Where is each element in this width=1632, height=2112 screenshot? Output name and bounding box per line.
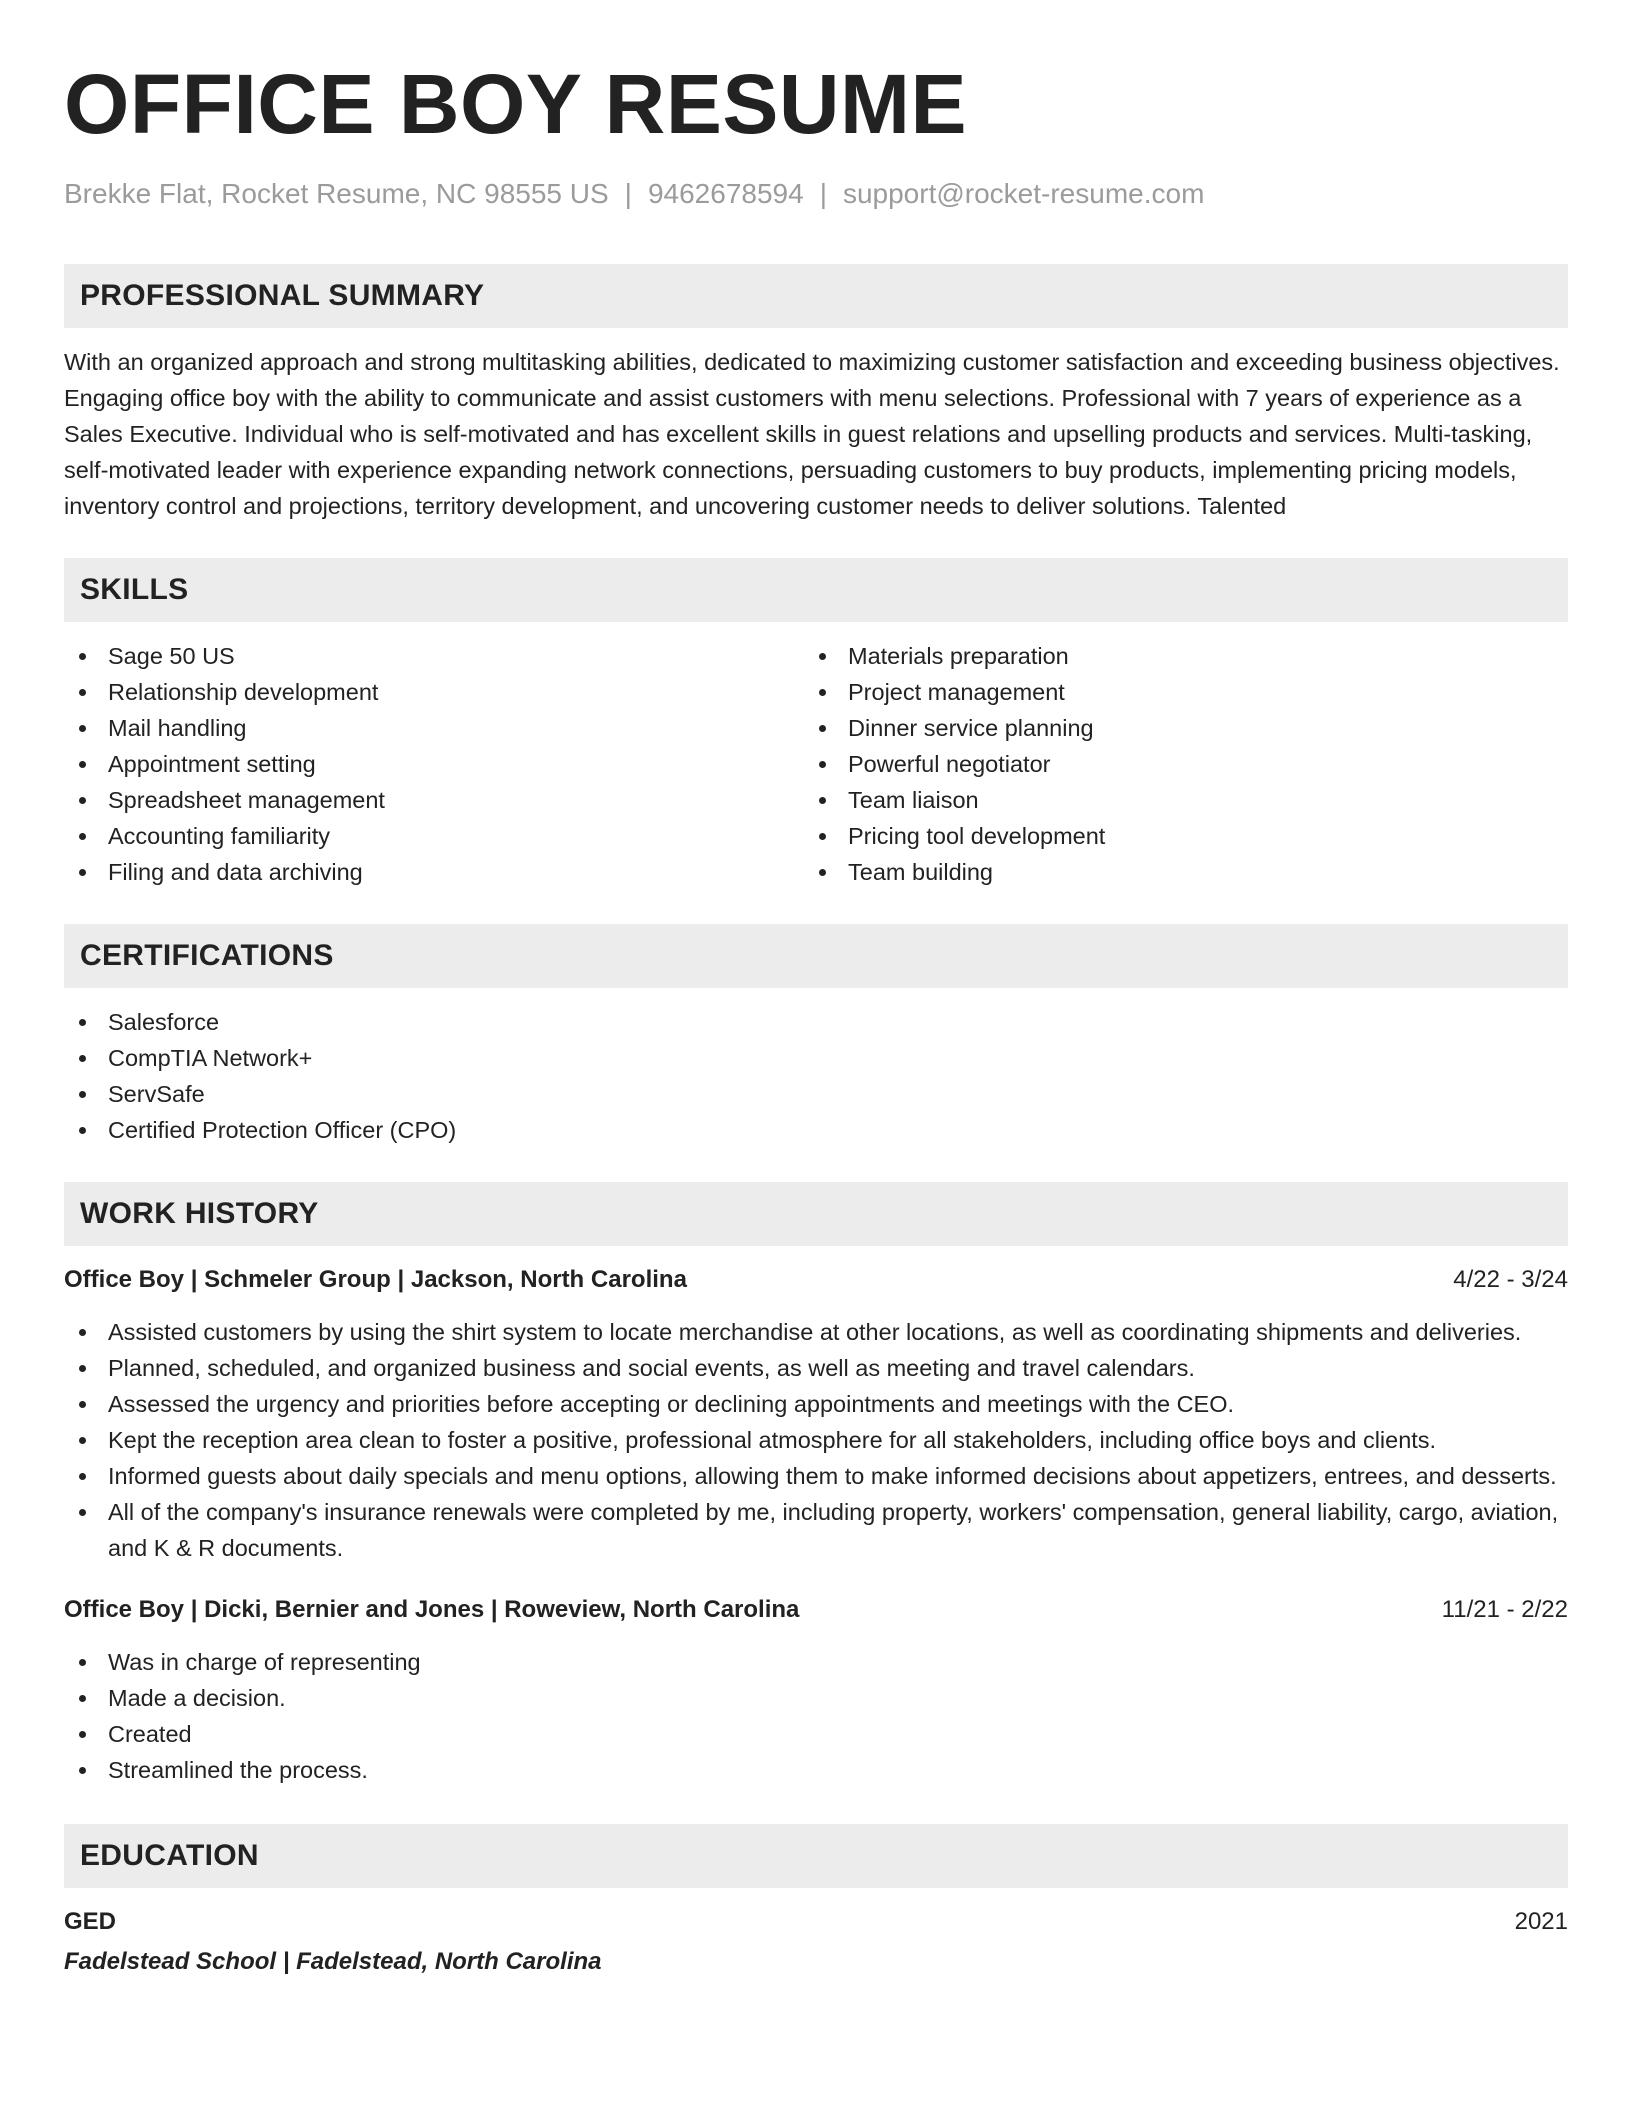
job-dates: 4/22 - 3/24 [1453,1266,1568,1293]
section-header-certifications: CERTIFICATIONS [64,924,1568,988]
contact-phone: 9462678594 [647,178,804,209]
job-header [64,1592,1568,1628]
job-bullet-list [64,1314,1568,1566]
skills-column-right [804,638,1544,890]
job-header [64,1262,1568,1298]
job-bullet: Planned, scheduled, and organized business and social events, as well as meeting and travel calendars. [64,1350,1568,1386]
skill-item: Pricing tool development [804,818,1544,854]
section-header-work-history: WORK HISTORY [64,1182,1568,1246]
job-bullet: Created [64,1716,1568,1752]
certification-item: ServSafe [64,1076,1568,1112]
section-header-education: EDUCATION [64,1824,1568,1888]
job-bullet: Was in charge of representing [64,1644,1568,1680]
job-bullet-list [64,1644,1568,1788]
resume-title: OFFICE BOY RESUME [64,57,968,151]
skill-item: Dinner service planning [804,710,1544,746]
job-title: Office Boy | Schmeler Group | Jackson, North Carolina [64,1266,687,1293]
skills-column-left [64,638,804,890]
job-bullet: Kept the reception area clean to foster a positive, professional atmosphere for all stakeholders, including office boys and clients. [64,1422,1568,1458]
skill-item: Appointment setting [64,746,804,782]
job-bullet: Made a decision. [64,1680,1568,1716]
certifications-list [64,1004,1568,1148]
job-bullet: Assessed the urgency and priorities before accepting or declining appointments and meetings with the CEO. [64,1386,1568,1422]
skill-item: Sage 50 US [64,638,804,674]
education-school: Fadelstead School | Fadelstead, North Carolina [64,1948,602,1975]
contact-line [64,176,1568,212]
skill-item: Materials preparation [804,638,1544,674]
skills-list-left [64,638,804,890]
skill-item: Filing and data archiving [64,854,804,890]
skill-item: Spreadsheet management [64,782,804,818]
skill-item: Mail handling [64,710,804,746]
education-year: 2021 [1514,1908,1568,1935]
certification-item: Salesforce [64,1004,1568,1040]
contact-separator: | [819,178,827,209]
job-bullet: Streamlined the process. [64,1752,1568,1788]
skill-item: Relationship development [64,674,804,710]
job-bullet: All of the company's insurance renewals were completed by me, including property, workers' compensation, general liability, cargo, aviation, and K & R documents. [64,1494,1568,1566]
section-header-summary: PROFESSIONAL SUMMARY [64,264,1568,328]
section-header-skills: SKILLS [64,558,1568,622]
contact-address: Brekke Flat, Rocket Resume, NC 98555 US [64,178,609,209]
skill-item: Powerful negotiator [804,746,1544,782]
job-title: Office Boy | Dicki, Bernier and Jones | Roweview, North Carolina [64,1596,800,1623]
skill-item: Accounting familiarity [64,818,804,854]
job-dates: 11/21 - 2/22 [1441,1596,1568,1623]
education-header [64,1904,1568,1940]
skills-list-right [804,638,1544,890]
skill-item: Team building [804,854,1544,890]
contact-separator: | [624,178,632,209]
summary-text: With an organized approach and strong multitasking abilities, dedicated to maximizing customer satisfaction and exceeding business objectives. Engaging office boy with the ability to communicate and assist customers with menu selections. Professional with 7 years of experience as a Sales Executive. Individual who is self-motivated and has excellent skills in guest relations and upselling products and services. Multi-tasking, self-motivated leader with experience expanding network connections, persuading customers to buy products, implementing pricing models, inventory control and projections, territory development, and uncovering customer needs to deliver solutions. Talented [64,349,1560,519]
job-bullet: Assisted customers by using the shirt system to locate merchandise at other locations, as well as coordinating shipments and deliveries. [64,1314,1568,1350]
certification-item: CompTIA Network+ [64,1040,1568,1076]
job-bullet: Informed guests about daily specials and menu options, allowing them to make informed decisions about appetizers, entrees, and desserts. [64,1458,1568,1494]
skills-grid [64,638,1568,890]
skill-item: Team liaison [804,782,1544,818]
certification-item: Certified Protection Officer (CPO) [64,1112,1568,1148]
contact-email: support@rocket-resume.com [842,178,1205,209]
education-degree: GED [64,1908,117,1935]
skill-item: Project management [804,674,1544,710]
